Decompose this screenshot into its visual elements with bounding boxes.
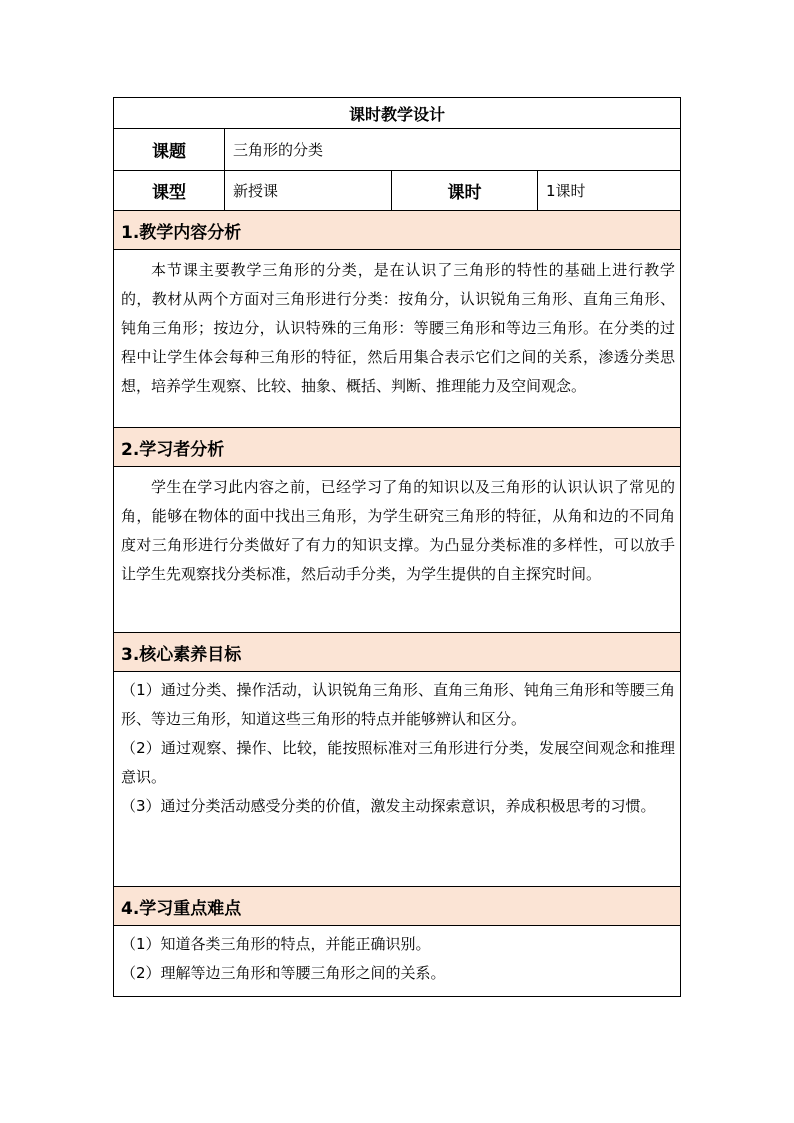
hours-value: 1课时 — [538, 171, 681, 211]
lesson-plan-table — [113, 97, 681, 997]
learner-analysis-text: 学生在学习此内容之前，已经学习了角的知识以及三角形的认识认识了常见的角，能够在物体的面中找出三角形，为学生研究三角形的特征，从角和边的不同角度对三角形进行分类做好了有力的知识支撑。为凸显分类标准的多样性，可以放手让学生先观察找分类标准，然后动手分类，为学生提供的自主探究时间。 — [114, 467, 681, 633]
list-item: （3）通过分类活动感受分类的价值，激发主动探索意识，养成积极思考的习惯。 — [121, 797, 656, 815]
core-goals-list — [114, 672, 681, 887]
content-analysis-text: 本节课主要教学三角形的分类，是在认识了三角形的特性的基础上进行教学的，教材从两个方面对三角形进行分类：按角分，认识锐角三角形、直角三角形、钝角三角形；按边分，认识特殊的三角形：等腰三角形和等边三角形。在分类的过程中让学生体会每种三角形的特征，然后用集合表示它们之间的关系，渗透分类思想，培养学生观察、比较、抽象、概括、判断、推理能力及空间观念。 — [114, 250, 681, 428]
hours-label: 课时 — [392, 171, 538, 211]
section-heading-learner-analysis: 2.学习者分析 — [114, 428, 681, 467]
type-value: 新授课 — [225, 171, 392, 211]
list-item: （1）知道各类三角形的特点，并能正确识别。 — [121, 935, 431, 953]
topic-value: 三角形的分类 — [225, 129, 681, 171]
section-heading-content-analysis: 1.教学内容分析 — [114, 211, 681, 250]
topic-label: 课题 — [114, 129, 225, 171]
list-item: （2）通过观察、操作、比较，能按照标准对三角形进行分类，发展空间观念和推理意识。 — [121, 739, 676, 786]
section-heading-key-points: 4.学习重点难点 — [114, 887, 681, 926]
key-points-list — [114, 926, 681, 997]
list-item: （2）理解等边三角形和等腰三角形之间的关系。 — [121, 964, 446, 982]
list-item: （1）通过分类、操作活动，认识锐角三角形、直角三角形、钝角三角形和等腰三角形、等边三角形，知道这些三角形的特点并能够辨认和区分。 — [121, 681, 676, 728]
section-heading-core-goals: 3.核心素养目标 — [114, 633, 681, 672]
table-title: 课时教学设计 — [114, 98, 681, 129]
type-label: 课型 — [114, 171, 225, 211]
